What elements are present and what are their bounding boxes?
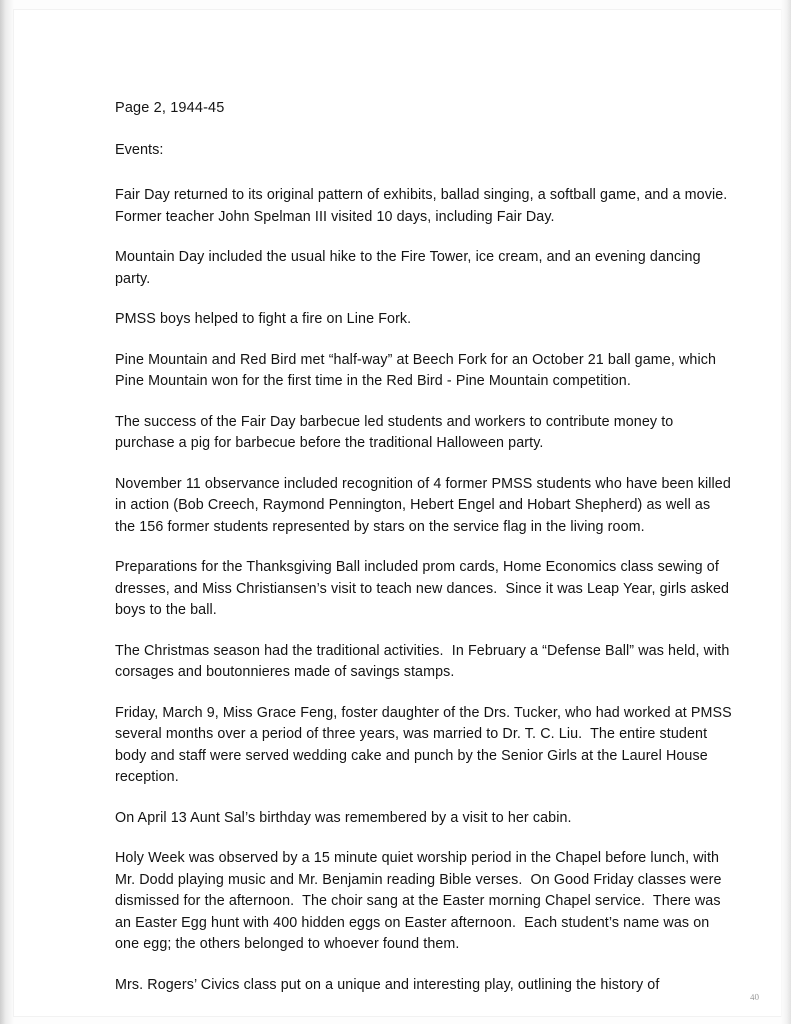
paragraph-barbecue-pig: The success of the Fair Day barbecue led students and workers to contribute money to purchase a pig for barbecue before the traditional Halloween party.: [115, 413, 678, 451]
paragraph-mountain-day: Mountain Day included the usual hike to the Fire Tower, ice cream, and an evening dancing party.: [115, 249, 705, 287]
paragraph-fair-day: Fair Day returned to its original pattern of exhibits, ballad singing, a softball game, and a movie. Former teacher John Spelman III visited 10 days, including Fair Day.: [115, 187, 736, 225]
page-title: Page 2, 1944-45: [115, 100, 225, 116]
paragraph-ball-game: Pine Mountain and Red Bird met “half-way” at Beech Fork for an October 21 ball game, which Pine Mountain won for the first time in the Red Bird - Pine Mountain competition.: [115, 351, 721, 389]
paragraph-christmas-defense-ball: The Christmas season had the traditional activities. In February a “Defense Ball” was held, with corsages and boutonnieres made of savings stamps.: [115, 642, 734, 680]
paragraph-thanksgiving-ball: Preparations for the Thanksgiving Ball included prom cards, Home Economics class sewing of dresses, and Miss Christiansen’s visit to teach new dances. Since it was Leap Year, girls asked boys to the ball.: [115, 559, 734, 618]
archival-page-number: 40: [749, 991, 760, 1003]
paragraph-civics-play: Mrs. Rogers’ Civics class put on a unique and interesting play, outlining the history of: [115, 976, 660, 993]
section-label-events: Events:: [115, 142, 164, 158]
paragraph-wedding: Friday, March 9, Miss Grace Feng, foster daughter of the Drs. Tucker, who had worked at PMSS several months over a period of three years, was married to Dr. T. C. Liu. The entire student body and staff were served wedding cake and punch by the Senior Girls at the Laurel House reception.: [115, 704, 736, 785]
paragraph-line-fork-fire: PMSS boys helped to fight a fire on Line Fork.: [115, 311, 412, 327]
paragraph-november-observance: November 11 observance included recognition of 4 former PMSS students who have been killed in action (Bob Creech, Raymond Pennington, Hebert Engel and Hobart Shepherd) as well as the 156 former students represented by stars on the service flag in the living room.: [115, 475, 735, 535]
document-text-column: [115, 98, 736, 996]
paragraph-holy-week: Holy Week was observed by a 15 minute quiet worship period in the Chapel before lunch, with Mr. Dodd playing music and Mr. Benjamin reading Bible verses. On Good Friday classes were dismissed for the afternoon. The choir sang at the Easter morning Chapel service. There was an Easter Egg hunt with 400 hidden eggs on Easter afternoon. Each student’s name was on one egg; the others belonged to whoever found them.: [115, 850, 726, 952]
paragraph-aunt-sal-birthday: On April 13 Aunt Sal’s birthday was remembered by a visit to her cabin.: [115, 809, 572, 826]
page-sheet: [14, 10, 781, 1016]
